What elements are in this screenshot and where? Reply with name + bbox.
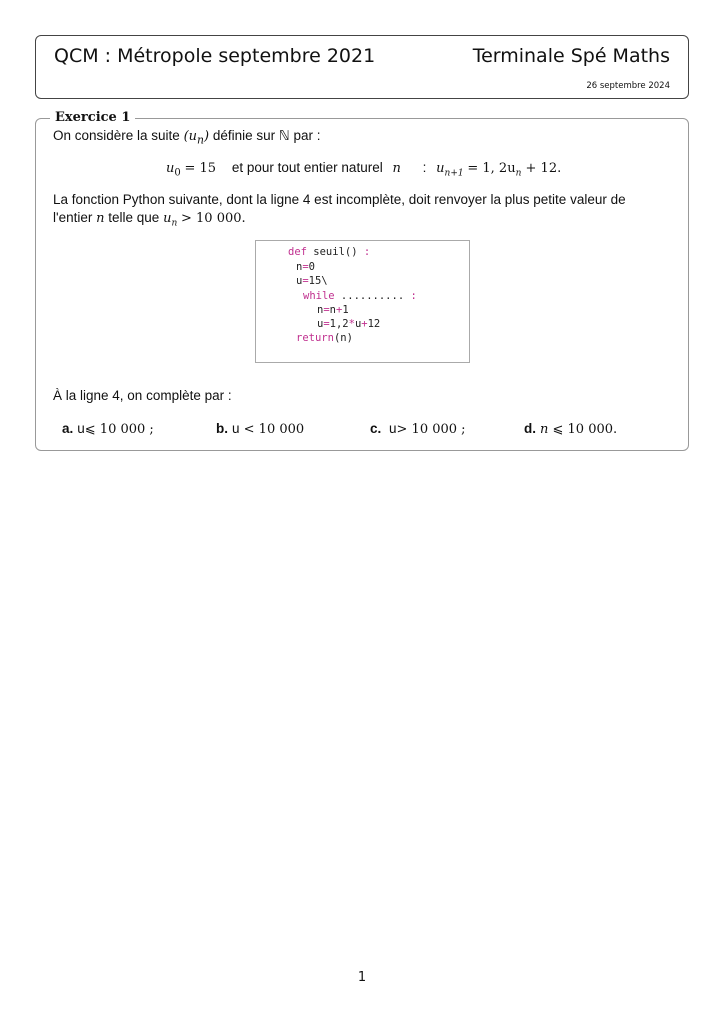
def-u0-symbol: u bbox=[166, 161, 175, 176]
code-colon: : bbox=[363, 246, 371, 258]
code-l3-op: = bbox=[302, 275, 309, 287]
page-number: 1 bbox=[357, 970, 367, 985]
code-l4-dots: .......... bbox=[334, 290, 411, 302]
sequence-definition bbox=[166, 159, 561, 183]
code-l5-a: n bbox=[317, 304, 324, 316]
def-rec-rhs-sub: n bbox=[515, 168, 522, 179]
def-rec-u: u bbox=[436, 161, 445, 176]
def-rec-rhs-a: = 1, 2u bbox=[467, 161, 516, 176]
intro-line bbox=[53, 127, 321, 150]
code-l6-d: 12 bbox=[367, 318, 381, 330]
code-line-6 bbox=[317, 317, 380, 331]
paragraph-line-1: La fonction Python suivante, dont la ligne 4 est incomplète, doit renvoyer la plus petite valeur de bbox=[53, 192, 626, 207]
para2-n: n bbox=[96, 211, 105, 226]
para2-u-symbol: u bbox=[163, 211, 172, 226]
answer-d-var: n bbox=[540, 422, 549, 437]
answer-c-var: u bbox=[385, 421, 397, 436]
code-line-3 bbox=[296, 274, 328, 288]
intro-seq-open: (u bbox=[183, 129, 198, 144]
para2-mid: telle que bbox=[108, 210, 160, 225]
code-l5-b: n bbox=[329, 304, 336, 316]
code-line-2 bbox=[296, 260, 315, 274]
def-rec-rhs bbox=[467, 161, 562, 179]
answer-c[interactable] bbox=[370, 421, 466, 437]
code-l6-a: u bbox=[317, 318, 324, 330]
code-l6-op3: + bbox=[361, 318, 368, 330]
code-l4-colon: : bbox=[410, 290, 417, 302]
answer-c-relation: > 10 000 ; bbox=[396, 422, 466, 437]
code-l5-op1: = bbox=[323, 304, 330, 316]
code-line-4 bbox=[303, 289, 417, 303]
answer-a-letter: a. bbox=[62, 421, 74, 436]
answer-b-relation: < 10 000 bbox=[239, 422, 305, 437]
code-l6-op1: = bbox=[323, 318, 330, 330]
document-subject: Terminale Spé Maths bbox=[472, 45, 670, 67]
code-l6-c: u bbox=[354, 318, 362, 330]
answer-a[interactable] bbox=[62, 421, 154, 437]
def-u0 bbox=[166, 161, 181, 179]
answer-b-var: u bbox=[232, 421, 240, 436]
code-l6-op2: * bbox=[348, 318, 355, 330]
answer-b[interactable] bbox=[216, 421, 304, 437]
code-while-keyword: while bbox=[303, 290, 335, 302]
answer-d-letter: d. bbox=[524, 421, 536, 436]
question-text: À la ligne 4, on complète par : bbox=[53, 388, 232, 403]
def-colon: : bbox=[422, 160, 427, 175]
def-mid-text: et pour tout entier naturel bbox=[231, 160, 383, 175]
code-l7-rest: (n) bbox=[333, 332, 353, 344]
intro-seq-close: ) bbox=[204, 129, 210, 144]
code-l3-a: u bbox=[296, 275, 303, 287]
para2-u-sub: n bbox=[171, 218, 178, 229]
code-l2-b: 0 bbox=[308, 261, 315, 273]
answer-a-relation: ⩽ 10 000 ; bbox=[84, 422, 154, 437]
code-def-keyword: def bbox=[288, 246, 307, 258]
answer-d-relation: ⩽ 10 000. bbox=[548, 422, 618, 437]
answer-d[interactable] bbox=[524, 421, 617, 437]
para2-prefix: l'entier bbox=[53, 210, 93, 225]
code-l5-op2: + bbox=[335, 304, 343, 316]
answer-c-letter: c. bbox=[370, 421, 382, 436]
document-title: QCM : Métropole septembre 2021 bbox=[54, 45, 376, 67]
code-line-1 bbox=[288, 245, 370, 259]
header-box bbox=[35, 35, 689, 99]
code-l6-b: 1,2 bbox=[329, 318, 349, 330]
def-u0-sub: 0 bbox=[174, 167, 181, 179]
para2-u bbox=[163, 211, 178, 229]
code-l2-a: n bbox=[296, 261, 303, 273]
code-l2-op: = bbox=[302, 261, 309, 273]
intro-prefix: On considère la suite bbox=[53, 128, 180, 143]
code-return-keyword: return bbox=[296, 332, 334, 344]
def-rec-rhs-b: + 12. bbox=[525, 161, 562, 176]
def-n: n bbox=[392, 161, 401, 176]
intro-seq-sub: n bbox=[197, 133, 205, 147]
def-recurrence bbox=[436, 161, 464, 179]
code-l3-b: 15\ bbox=[308, 275, 328, 287]
para2-condition: > 10 000. bbox=[181, 211, 246, 226]
code-line-7 bbox=[296, 331, 353, 345]
code-l5-c: 1 bbox=[342, 304, 349, 316]
document-date: 26 septembre 2024 bbox=[586, 81, 670, 91]
def-rec-sub: n+1 bbox=[444, 168, 464, 179]
python-code-block bbox=[255, 240, 470, 363]
answer-a-var: u bbox=[77, 421, 85, 436]
exercise-box bbox=[35, 110, 689, 451]
code-line-5 bbox=[317, 303, 349, 317]
paragraph-line-2 bbox=[53, 209, 246, 233]
def-u0-value: = 15 bbox=[184, 161, 217, 176]
intro-sequence bbox=[183, 129, 210, 147]
intro-suffix: définie sur ℕ par : bbox=[212, 128, 321, 143]
exercise-label: Exercice 1 bbox=[50, 110, 135, 125]
answer-b-letter: b. bbox=[216, 421, 228, 436]
code-func-name: seuil() bbox=[306, 246, 364, 258]
